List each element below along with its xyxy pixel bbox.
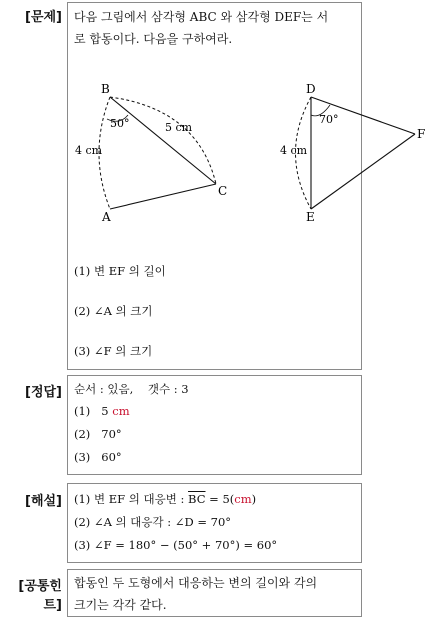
problem-statement-line2: 로 합동이다. 다음을 구하여라. <box>74 32 233 46</box>
hint-line2: 크기는 각각 같다. <box>74 598 167 612</box>
answer-1-prefix: (1) <box>74 404 91 418</box>
explanation-box <box>67 483 362 563</box>
triangle-figures <box>68 79 426 229</box>
question-3: (3) ∠F 의 크기 <box>74 344 153 358</box>
explanation-1-unit: cm <box>234 492 252 506</box>
answer-2-value: 70° <box>101 427 122 441</box>
problem-box <box>67 2 426 370</box>
explanation-2: (2) ∠A 의 대응각 : ∠D = 70° <box>74 515 232 529</box>
answer-2-prefix: (2) <box>74 427 91 441</box>
side-bc-label: 5 cm <box>165 121 193 134</box>
answer-3-value: 60° <box>101 450 122 464</box>
hint-line1: 합동인 두 도형에서 대응하는 변의 길이와 각의 <box>74 576 318 590</box>
explanation-3: (3) ∠F = 180° − (50° + 70°) = 60° <box>74 538 278 552</box>
answer-2 <box>74 424 122 444</box>
hint-label: [공통힌트] <box>18 579 62 613</box>
triangle-abc <box>75 82 227 224</box>
explanation-1-close: ) <box>251 492 257 506</box>
problem-statement-line1: 다음 그림에서 삼각형 ABC 와 삼각형 DEF는 서 <box>74 10 329 24</box>
answer-label: [정답] <box>25 385 62 400</box>
vertex-d: D <box>306 82 316 96</box>
explanation-1 <box>74 489 256 509</box>
hint-box <box>67 569 362 617</box>
side-ab-label: 4 cm <box>75 144 103 157</box>
problem-label: [문제] <box>25 10 62 25</box>
vertex-c: C <box>218 184 228 198</box>
side-de-label: 4 cm <box>280 144 308 157</box>
answer-meta: 순서 : 있음, 갯수 : 3 <box>74 382 189 396</box>
question-1: (1) 변 EF 의 길이 <box>74 264 166 278</box>
vertex-a: A <box>102 210 111 224</box>
explanation-1-eq: = 5( <box>205 492 235 506</box>
vertex-b: B <box>101 82 110 96</box>
vertex-e: E <box>306 210 315 224</box>
answer-3 <box>74 447 122 467</box>
answer-box <box>67 375 362 475</box>
segment-bc: $\overline{BC}$ <box>188 492 206 506</box>
angle-b-label: 50° <box>110 117 130 130</box>
answer-1 <box>74 401 130 421</box>
explanation-1-prefix: (1) 변 EF 의 대응변 : <box>74 492 189 506</box>
answer-1-value: 5 <box>101 404 109 418</box>
triangle-def <box>280 82 425 224</box>
angle-d-label: 70° <box>319 113 339 126</box>
vertex-f: F <box>417 127 426 141</box>
answer-3-prefix: (3) <box>74 450 91 464</box>
answer-1-unit: cm <box>112 404 130 418</box>
question-2: (2) ∠A 의 크기 <box>74 304 153 318</box>
explanation-label: [해설] <box>25 494 62 509</box>
